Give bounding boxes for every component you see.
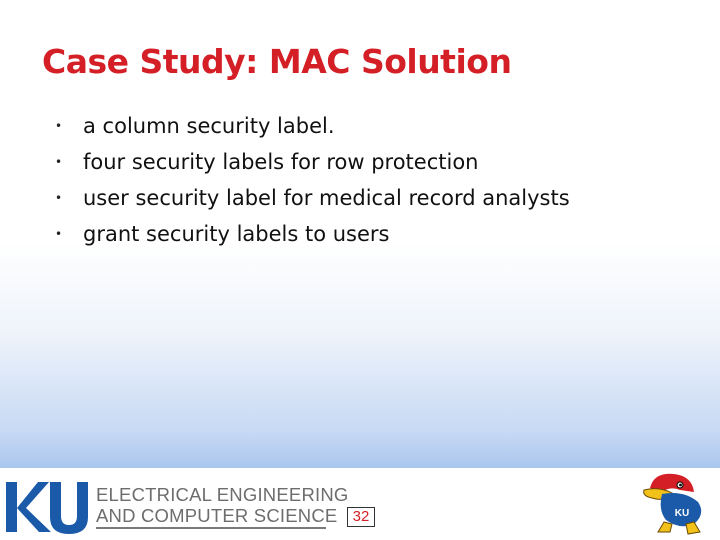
bullet-text: four security labels for row protection <box>83 150 479 174</box>
department-line-2: AND COMPUTER SCIENCE <box>96 505 338 526</box>
ku-logo-icon <box>2 478 90 536</box>
slide-title: Case Study: MAC Solution <box>42 42 512 81</box>
bullet-text: grant security labels to users <box>83 222 390 246</box>
bullet-icon: • <box>55 191 63 205</box>
jayhawk-mascot-icon <box>640 468 712 536</box>
bullet-icon: • <box>55 119 63 133</box>
mascot-chest-text: KU <box>674 508 690 519</box>
bullet-icon: • <box>55 227 63 241</box>
department-name <box>96 484 349 526</box>
bullet-text: a column security label. <box>83 114 335 138</box>
bullet-icon: • <box>55 155 63 169</box>
department-underline <box>96 527 326 529</box>
department-line-1: ELECTRICAL ENGINEERING <box>96 484 349 505</box>
bullet-item <box>55 222 570 258</box>
bullet-item <box>55 114 570 150</box>
bullet-text: user security label for medical record analysts <box>83 186 570 210</box>
bullet-item <box>55 186 570 222</box>
bullet-item <box>55 150 570 186</box>
page-number: 32 <box>347 507 375 527</box>
bullet-list <box>55 114 570 258</box>
